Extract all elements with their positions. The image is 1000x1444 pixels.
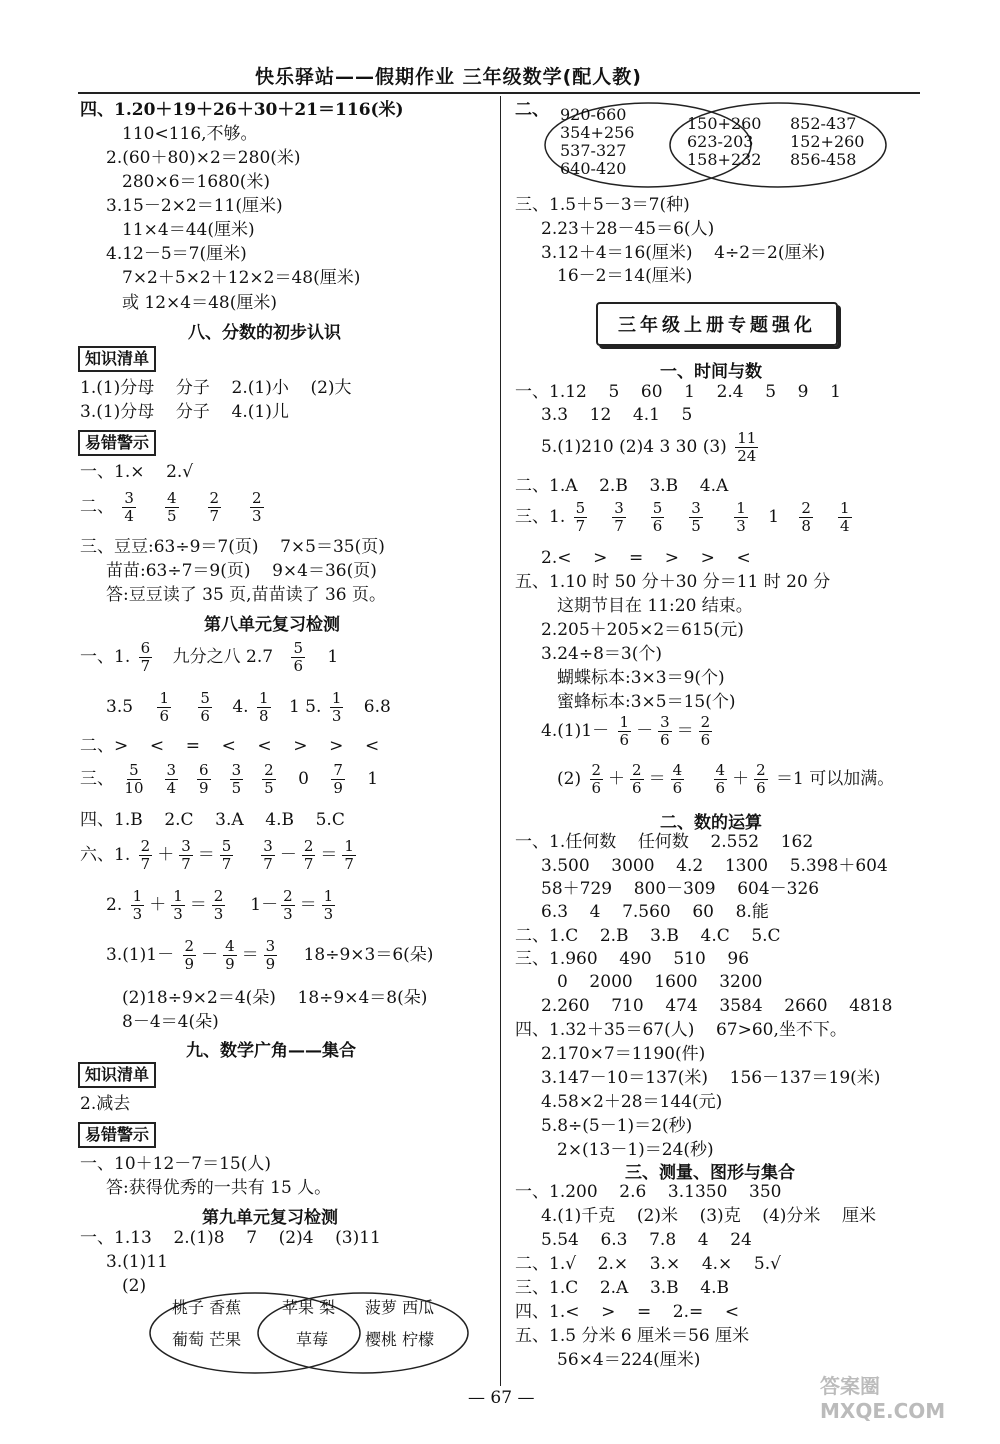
venn-right-line: 樱桃 柠檬 xyxy=(365,1330,435,1349)
line: 4.12－5＝7(厘米) xyxy=(106,244,247,264)
text: 1 xyxy=(768,507,780,527)
operator: ＝ xyxy=(320,845,338,865)
venn-right-line: 菠萝 西瓜 xyxy=(365,1298,435,1317)
page-header: 快乐驿站——假期作业 三年级数学(配人教) xyxy=(255,66,642,88)
venn-left-line: 葡萄 芒果 xyxy=(172,1330,242,1349)
fraction: $\frac{2}{8}$ xyxy=(801,499,811,535)
line: 3.500 3000 4.2 1300 5.398＋604 xyxy=(541,856,888,876)
line: 三、豆豆:63÷9＝7(页) 7×5＝35(页) xyxy=(80,537,385,557)
text: 1 xyxy=(327,647,339,667)
column-divider xyxy=(500,96,501,1386)
line: 1.(1)分母 分子 2.(1)小 (2)大 xyxy=(80,378,352,398)
line: 2×(13－1)＝24(秒) xyxy=(557,1140,714,1160)
fraction: $\frac{2}{3}$ xyxy=(252,489,262,525)
fraction: $\frac{1}{6}$ xyxy=(159,689,169,725)
fraction: $\frac{3}{5}$ xyxy=(691,499,701,535)
fraction: $\frac{2}{6}$ xyxy=(632,761,642,797)
line: 0 2000 1600 3200 xyxy=(557,972,763,992)
line: 一、10＋12－7＝15(人) xyxy=(80,1154,271,1174)
fraction: $\frac{1}{7}$ xyxy=(344,837,354,873)
fraction-row xyxy=(515,500,855,535)
line: 蜜蜂标本:3×5＝15(个) xyxy=(557,692,736,712)
label: 3.(1)1－ xyxy=(106,945,175,965)
line: 110<116,不够。 xyxy=(122,124,258,144)
line: 三、1.960 490 510 96 xyxy=(515,949,750,969)
venn-mid-line: 苹果 梨 xyxy=(282,1298,336,1317)
warning-box: 易错警示 xyxy=(78,430,156,456)
line: (2) xyxy=(122,1276,147,1296)
knowledge-box: 知识清单 xyxy=(78,1062,156,1088)
line: 3.(1)11 xyxy=(106,1252,168,1272)
line: 3.24÷8＝3(个) xyxy=(541,644,662,664)
venn-right-line: 152+260 xyxy=(790,132,865,151)
fraction-row xyxy=(541,430,761,465)
fraction: $\frac{1}{3}$ xyxy=(736,499,746,535)
venn-right-line: 852-437 xyxy=(790,114,857,133)
fraction: $\frac{3}{5}$ xyxy=(231,761,242,797)
line: 2.205＋205×2＝615(元) xyxy=(541,620,744,640)
text: 1 5. xyxy=(288,697,322,717)
line: 四、1.20＋19＋26＋30＋21＝116(米) xyxy=(80,100,404,120)
header-rule xyxy=(78,92,920,94)
operator: － xyxy=(201,945,219,965)
fraction: $\frac{3}{7}$ xyxy=(181,837,191,873)
section-title: 三、测量、图形与集合 xyxy=(625,1163,795,1183)
operator: ＝ xyxy=(676,721,694,741)
line: 4.(1)千克 (2)米 (3)克 (4)分米 厘米 xyxy=(541,1206,877,1226)
fraction: $\frac{3}{4}$ xyxy=(124,489,134,525)
line: 11×4＝44(厘米) xyxy=(122,220,255,240)
line: 一、1.× 2.√ xyxy=(80,462,194,482)
line: 四、1.32＋35＝67(人) 67>60,坐不下。 xyxy=(515,1020,847,1040)
fraction: $\frac{5}{6}$ xyxy=(293,639,303,675)
fraction: $\frac{3}{6}$ xyxy=(660,713,670,749)
line: 二、 xyxy=(515,100,549,120)
page-number: — 67 — xyxy=(468,1388,535,1408)
fraction: $\frac{2}{6}$ xyxy=(756,761,766,797)
section-title: 第九单元复习检测 xyxy=(202,1208,338,1228)
fraction-row xyxy=(541,714,715,749)
text: 6.8 xyxy=(363,697,391,717)
venn-left-line: 桃子 香蕉 xyxy=(172,1298,242,1317)
label: 一、1. xyxy=(80,647,131,667)
fraction: $\frac{2}{7}$ xyxy=(209,489,220,525)
line: 16－2＝14(厘米) xyxy=(557,266,693,286)
line: 3.3 12 4.1 5 xyxy=(541,405,693,425)
text: 4. xyxy=(232,697,249,717)
line: 一、1.任何数 任何数 2.552 162 xyxy=(515,832,814,852)
fraction: $\frac{1}{8}$ xyxy=(259,689,269,725)
section-title: 一、时间与数 xyxy=(660,362,762,382)
line: 8－4＝4(朵) xyxy=(122,1012,219,1032)
fraction: $\frac{4}{9}$ xyxy=(225,937,235,973)
fraction: $\frac{2}{7}$ xyxy=(140,837,151,873)
line: 答:豆豆读了 35 页,苗苗读了 36 页。 xyxy=(106,585,387,605)
line: 3.12＋4＝16(厘米) 4÷2＝2(厘米) xyxy=(541,243,826,263)
line: 280×6＝1680(米) xyxy=(122,172,271,192)
label: 六、1. xyxy=(80,845,131,865)
operator: ＝ xyxy=(648,769,666,789)
line: 苗苗:63÷7＝9(页) 9×4＝36(页) xyxy=(106,561,377,581)
fraction-row xyxy=(80,838,359,873)
line: 5.54 6.3 7.8 4 24 xyxy=(541,1230,752,1250)
line: (2)18÷9×2＝4(朵) 18÷9×4＝8(朵) xyxy=(122,988,428,1008)
equation xyxy=(250,887,338,923)
fraction: $\frac{1}{3}$ xyxy=(323,887,334,923)
venn-mid-line: 草莓 xyxy=(296,1330,329,1349)
fraction: $\frac{1}{3}$ xyxy=(331,689,342,725)
text: 18÷9×3＝6(朵) xyxy=(303,945,434,965)
line: 二、1.C 2.B 3.B 4.C 5.C xyxy=(515,926,781,946)
fraction: $\frac{3}{7}$ xyxy=(263,837,273,873)
fraction: $\frac{1}{3}$ xyxy=(132,887,143,923)
venn-left-line: 537-327 xyxy=(560,141,627,160)
text: 4.(1)1－ xyxy=(541,721,610,741)
line: 3.15－2×2＝11(厘米) xyxy=(106,196,283,216)
fraction-row xyxy=(80,762,378,797)
fraction: $\frac{5}{6}$ xyxy=(200,689,210,725)
line: 五、1.10 时 50 分＋30 分＝11 时 20 分 xyxy=(515,572,831,592)
operator: ＋ xyxy=(149,895,167,915)
label: 三、1. xyxy=(515,507,566,527)
venn-left-line: 920-660 xyxy=(560,105,627,124)
operator: ＋ xyxy=(608,769,626,789)
fraction: $\frac{2}{7}$ xyxy=(303,837,314,873)
fraction: $\frac{6}{7}$ xyxy=(140,639,151,675)
line: 二、1.√ 2.× 3.× 4.× 5.√ xyxy=(515,1254,781,1274)
section-title: 八、分数的初步认识 xyxy=(188,323,341,343)
fraction-row xyxy=(106,888,338,923)
watermark-logo: 答案圈 MXQE.COM xyxy=(820,1374,946,1423)
section-title: 二、数的运算 xyxy=(660,813,762,833)
operator: － xyxy=(279,845,297,865)
operator: － xyxy=(636,721,654,741)
line: 四、1.B 2.C 3.A 4.B 5.C xyxy=(80,810,345,830)
fraction: $\frac{2}{3}$ xyxy=(213,887,224,923)
line: 这期节目在 11:20 结束。 xyxy=(557,596,753,616)
text: 0 xyxy=(298,769,309,789)
line: 4.58×2＋28＝144(元) xyxy=(541,1092,723,1112)
line: 答:获得优秀的一共有 15 人。 xyxy=(106,1178,332,1198)
venn-right-line: 856-458 xyxy=(790,150,857,169)
line: 三、1.C 2.A 3.B 4.B xyxy=(515,1278,729,1298)
operator: ＋ xyxy=(157,845,175,865)
text: 1－ xyxy=(250,895,279,915)
fraction: $\frac{5}{7}$ xyxy=(221,837,232,873)
line: 一、1.13 2.(1)8 7 (2)4 (3)11 xyxy=(80,1228,381,1248)
text: 5.(1)210 (2)4 3 30 (3) xyxy=(541,437,727,457)
line: 7×2＋5×2＋12×2＝48(厘米) xyxy=(122,268,361,288)
operator: ＝ xyxy=(189,895,207,915)
warning-box: 易错警示 xyxy=(78,1122,156,1148)
fraction: $\frac{4}{6}$ xyxy=(672,761,683,797)
label: 三、 xyxy=(80,769,114,789)
line: 2.170×7＝1190(件) xyxy=(541,1044,706,1064)
fraction-row xyxy=(80,640,338,675)
fraction: $\frac{2}{9}$ xyxy=(184,937,195,973)
line: 56×4＝224(厘米) xyxy=(557,1350,701,1370)
line: 蝴蝶标本:3×3＝9(个) xyxy=(557,668,725,688)
operator: ＝ xyxy=(299,895,317,915)
fraction: $\frac{3}{9}$ xyxy=(265,937,276,973)
text: 九分之八 2.7 xyxy=(172,647,274,667)
text: (2) xyxy=(557,769,582,789)
fraction: $\frac{7}{9}$ xyxy=(333,761,343,797)
fraction-row xyxy=(557,762,894,797)
line: 一、1.12 5 60 1 2.4 5 9 1 xyxy=(515,382,841,402)
fraction: $\frac{5}{7}$ xyxy=(575,499,586,535)
line: 3.(1)分母 分子 4.(1)儿 xyxy=(80,402,289,422)
fraction: $\frac{2}{5}$ xyxy=(264,761,274,797)
operator: ＋ xyxy=(732,769,750,789)
section-title: 九、数学广角——集合 xyxy=(186,1041,356,1061)
fraction: $\frac{2}{6}$ xyxy=(700,713,711,749)
line: 或 12×4＝48(厘米) xyxy=(122,293,277,313)
line: 6.3 4 7.560 60 8.能 xyxy=(541,902,769,922)
venn-mid-line: 623-203 xyxy=(687,132,754,151)
line: 3.147－10＝137(米) 156－137＝19(米) xyxy=(541,1068,881,1088)
label: 二、 xyxy=(80,497,114,517)
line: 5.8÷(5－1)＝2(秒) xyxy=(541,1116,693,1136)
fraction: $\frac{2}{6}$ xyxy=(591,761,602,797)
text: 3.5 xyxy=(106,697,134,717)
knowledge-box: 知识清单 xyxy=(78,346,156,372)
venn-left-line: 640-420 xyxy=(560,159,627,178)
venn-left-line: 354+256 xyxy=(560,123,635,142)
line: 三、1.5＋5－3＝7(种) xyxy=(515,195,690,215)
operator: ＝ xyxy=(197,845,215,865)
fraction: $\frac{4}{5}$ xyxy=(166,489,177,525)
fraction: $\frac{6}{9}$ xyxy=(199,761,209,797)
fraction: $\frac{1}{6}$ xyxy=(619,713,630,749)
fraction: $\frac{5}{6}$ xyxy=(652,499,663,535)
venn-mid-line: 158+232 xyxy=(687,150,762,169)
fraction: $\frac{3}{4}$ xyxy=(166,761,177,797)
fraction-row xyxy=(80,490,267,525)
line: 五、1.5 分米 6 厘米＝56 厘米 xyxy=(515,1326,750,1346)
line: 2.减去 xyxy=(80,1094,131,1114)
venn-mid-line: 150+260 xyxy=(687,114,762,133)
line: 2.< > = > > < xyxy=(541,548,751,568)
line: 2.23＋28－45＝6(人) xyxy=(541,219,715,239)
section-title: 第八单元复习检测 xyxy=(204,615,340,635)
fraction: $\frac{2}{3}$ xyxy=(283,887,293,923)
fraction: $\frac{11}{24}$ xyxy=(737,429,757,465)
label: 2. xyxy=(106,895,123,915)
fraction: $\frac{3}{7}$ xyxy=(614,499,624,535)
line: 2.(60＋80)×2＝280(米) xyxy=(106,148,301,168)
fraction-row xyxy=(106,690,391,725)
line: 二、> < = < < > > < xyxy=(80,736,380,756)
special-topic-banner: 三年级上册专题强化 xyxy=(596,302,838,346)
line: 58＋729 800－309 604－326 xyxy=(541,879,820,899)
fraction: $\frac{1}{3}$ xyxy=(173,887,183,923)
equation xyxy=(258,837,359,873)
line: 二、1.A 2.B 3.B 4.A xyxy=(515,476,729,496)
operator: ＝ xyxy=(241,945,259,965)
fraction-row xyxy=(106,938,433,973)
fraction: $\frac{4}{6}$ xyxy=(715,761,726,797)
text: 1 xyxy=(367,769,379,789)
line: 四、1.< > = 2.= < xyxy=(515,1302,740,1322)
line: 2.260 710 474 3584 2660 4818 xyxy=(541,996,893,1016)
fraction: $\frac{1}{4}$ xyxy=(839,499,850,535)
text: ＝1 可以加满。 xyxy=(776,769,895,789)
fraction: $\frac{5}{10}$ xyxy=(124,761,144,797)
line: 一、1.200 2.6 3.1350 350 xyxy=(515,1182,782,1202)
